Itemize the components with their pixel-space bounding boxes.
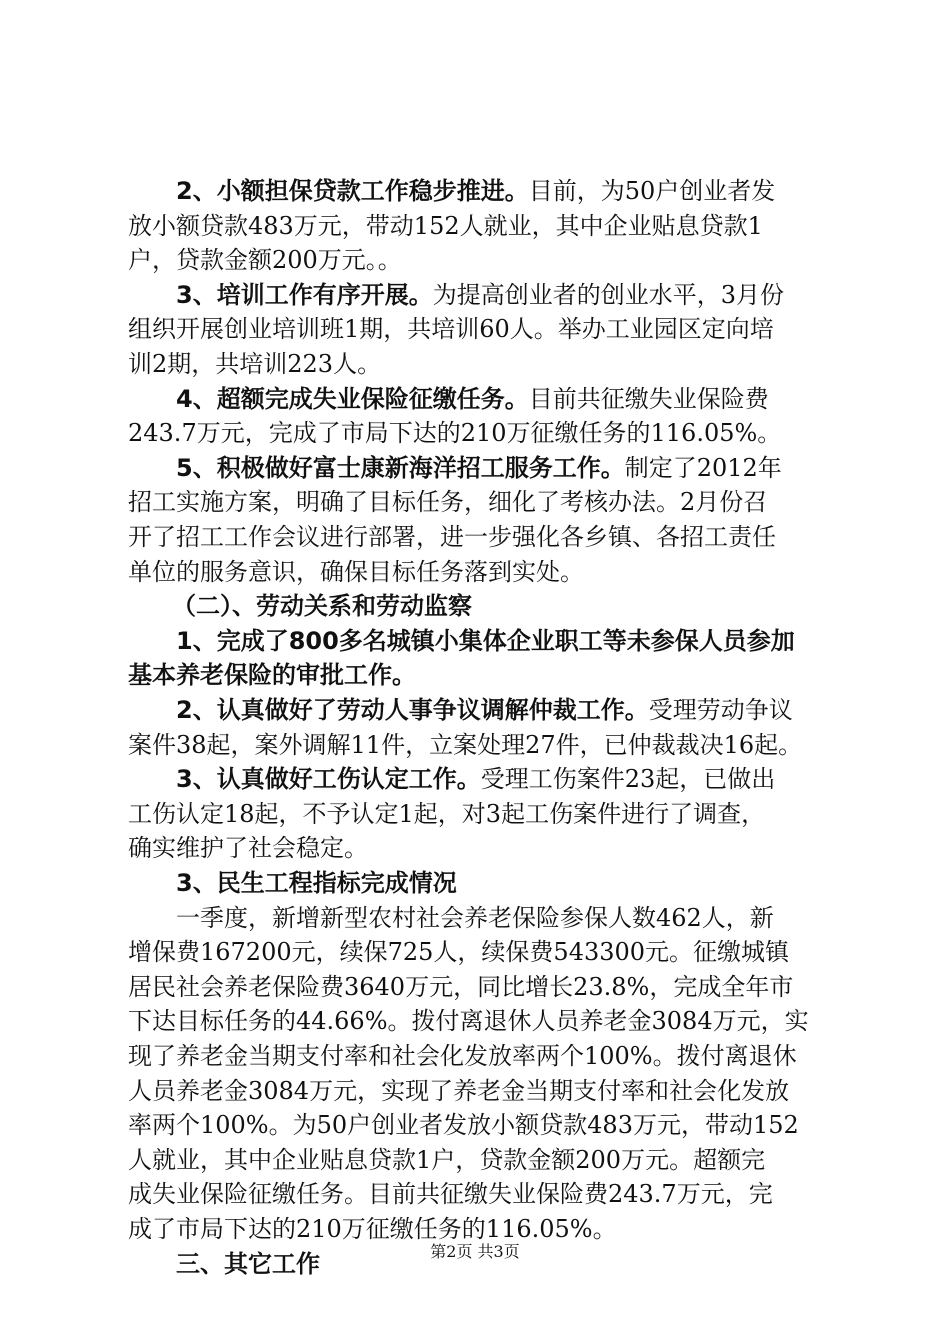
paragraph-line: 率两个100%。为50户创业者发放小额贷款483万元，带动152 (128, 1111, 799, 1140)
paragraph-line: 确实维护了社会稳定。 (128, 834, 368, 863)
paragraph-lead: 2、认真做好了劳动人事争议调解仲裁工作。 (176, 696, 649, 724)
page-footer: 第2页 共3页 (430, 1242, 520, 1261)
paragraph-line: 现了养老金当期支付率和社会化发放率两个100%。拨付离退休 (128, 1042, 797, 1070)
paragraph-line: 1、完成了800多名城镇小集体企业职工等未参保人员参加 (176, 626, 795, 655)
paragraph-line: 成失业保险征缴任务。目前共征缴失业保险费243.7万元，完 (128, 1180, 773, 1209)
paragraph-line (176, 278, 784, 312)
paragraph-line: 招工实施方案，明确了目标任务，细化了考核办法。2月份召 (128, 488, 768, 517)
paragraph-lead: 2、小额担保贷款工作稳步推进。 (176, 177, 529, 205)
paragraph-line (176, 174, 775, 208)
paragraph-line: 成了市局下达的210万征缴任务的116.05%。 (128, 1215, 617, 1243)
paragraph-line: 一季度，新增新型农村社会养老保险参保人数462人，新 (176, 903, 774, 932)
paragraph-line: 243.7万元，完成了市局下达的210万征缴任务的116.05%。 (128, 419, 782, 448)
paragraph-line: 人就业，其中企业贴息贷款1户，贷款金额200万元。超额完 (128, 1145, 766, 1174)
paragraph-lead: 5、积极做好富士康新海洋招工服务工作。 (176, 453, 625, 482)
paragraph-line: 人员养老金3084万元，实现了养老金当期支付率和社会化发放 (128, 1076, 790, 1105)
paragraph-line: 基本养老保险的审批工作。 (128, 661, 416, 690)
paragraph-lead: 4、超额完成失业保险征缴任务。 (176, 384, 529, 413)
paragraph-line: 工伤认定18起，不予认定1起，对3起工伤案件进行了调查， (128, 799, 766, 828)
paragraph-text: 为提高创业者的创业水平，3月份 (432, 280, 784, 309)
paragraph-line: 下达目标任务的44.66%。拨付离退休人员养老金3084万元，实 (128, 1007, 809, 1036)
paragraph-line: 开了招工工作会议进行部署，进一步强化各乡镇、各招工责任 (128, 523, 776, 551)
paragraph-line (176, 693, 793, 727)
paragraph-line: 增保费167200元，续保725人，续保费543300元。征缴城镇 (128, 938, 790, 967)
paragraph-line: 训2期，共培训223人。 (128, 350, 382, 378)
paragraph-text: 目前共征缴失业保险费 (528, 384, 769, 413)
paragraph-text: 目前，为50户创业者发 (528, 177, 776, 205)
paragraph-text: 受理劳动争议 (648, 696, 793, 724)
paragraph-line (176, 762, 775, 796)
section-heading: 3、民生工程指标完成情况 (176, 869, 457, 897)
section-heading: 三、其它工作 (176, 1249, 320, 1278)
paragraph-line: 居民社会养老保险费3640万元，同比增长23.8%，完成全年市 (128, 972, 794, 1001)
paragraph-line: 放小额贷款483万元，带动152人就业，其中企业贴息贷款1 (128, 211, 763, 240)
paragraph-line (176, 382, 769, 416)
paragraph-line: 案件38起，案外调解11件，立案处理27件，已仲裁裁决16起。 (128, 730, 803, 759)
paragraph-lead: 3、培训工作有序开展。 (176, 280, 433, 309)
paragraph-text: 受理工伤案件23起，已做出 (480, 765, 776, 794)
section-heading: （二）、劳动关系和劳动监察 (172, 592, 472, 621)
paragraph-text: 制定了2012年 (624, 453, 782, 482)
paragraph-line: 户，贷款金额200万元。。 (128, 246, 402, 275)
paragraph-line: 组织开展创业培训班1期，共培训60人。举办工业园区定向培 (128, 315, 774, 344)
paragraph-line: 单位的服务意识，确保目标任务落到实处。 (128, 557, 584, 586)
paragraph-line (176, 451, 782, 485)
paragraph-lead: 3、认真做好工伤认定工作。 (176, 765, 481, 794)
